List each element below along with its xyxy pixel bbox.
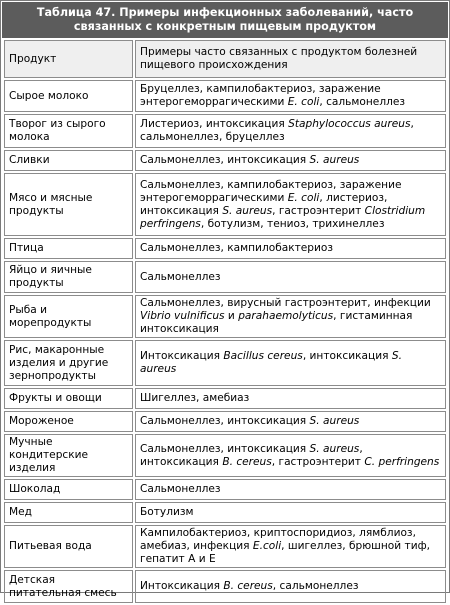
disease-text: Сальмонеллез, интоксикация bbox=[140, 154, 310, 166]
table-row bbox=[4, 340, 446, 386]
pathogen-name: E. coli bbox=[287, 96, 320, 108]
pathogen-name: Clostridium perfringens bbox=[140, 204, 426, 230]
header-diseases: Примеры часто связанных с продуктом болезней пищевого происхождения bbox=[135, 40, 446, 78]
pathogen-name: Bacillus cereus bbox=[223, 350, 303, 362]
product-cell: Питьевая вода bbox=[4, 525, 133, 568]
table-row bbox=[4, 150, 446, 171]
disease-text: , интоксикация bbox=[302, 350, 392, 362]
product-cell: Мучные кондитерские изделия bbox=[4, 434, 133, 477]
table-header-row bbox=[4, 40, 446, 78]
disease-text: Ботулизм bbox=[140, 506, 194, 518]
table-row bbox=[4, 411, 446, 432]
disease-text: Сальмонеллез bbox=[140, 270, 221, 283]
pathogen-name: B. cereus bbox=[222, 455, 272, 468]
diseases-cell bbox=[135, 525, 446, 568]
product-cell: Мороженое bbox=[4, 411, 133, 432]
diseases-cell bbox=[135, 150, 446, 171]
disease-text: , гастроэнтерит bbox=[271, 455, 365, 468]
table-row bbox=[4, 114, 446, 148]
pathogen-name: C. perfringens bbox=[364, 455, 440, 468]
product-cell: Шоколад bbox=[4, 479, 133, 500]
table-row bbox=[4, 479, 446, 500]
pathogen-name: Staphylococcus aureus bbox=[288, 118, 411, 130]
disease-text: Листериоз, интоксикация bbox=[140, 118, 289, 130]
disease-text: , интоксикация bbox=[140, 442, 363, 468]
disease-text: Сальмонеллез bbox=[140, 483, 221, 495]
product-cell: Фрукты и овощи bbox=[4, 388, 133, 409]
disease-text: , сальмонеллез, бруцеллез bbox=[140, 118, 414, 143]
disease-text: Сальмонеллез, кампилобактериоз, заражение энтерогеморрагическими bbox=[140, 178, 402, 204]
disease-text: , гистаминная интоксикация bbox=[140, 310, 413, 335]
disease-text: Сальмонеллез, интоксикация bbox=[140, 442, 310, 455]
diseases-cell bbox=[135, 80, 446, 112]
product-cell: Мясо и мясные продукты bbox=[4, 173, 133, 236]
header-product: Продукт bbox=[4, 40, 133, 78]
pathogen-name: E.coli bbox=[252, 540, 282, 552]
disease-text: Интоксикация bbox=[140, 580, 224, 592]
disease-text: и bbox=[224, 310, 239, 322]
table-row bbox=[4, 261, 446, 293]
product-cell: Рыба и морепродукты bbox=[4, 295, 133, 338]
disease-text: Бруцеллез, кампилобактериоз, заражение энтерогеморрагическими bbox=[140, 83, 381, 108]
product-cell: Творог из сырого молока bbox=[4, 114, 133, 148]
table-row bbox=[4, 295, 446, 338]
diseases-cell bbox=[135, 479, 446, 500]
diseases-cell bbox=[135, 502, 446, 523]
disease-text: , шигеллез, брюшной тиф, гепатит А и Е bbox=[140, 540, 431, 565]
pathogen-name: parahaemolyticus bbox=[238, 310, 334, 322]
diseases-cell bbox=[135, 114, 446, 148]
disease-text: , гастроэнтерит bbox=[272, 204, 365, 217]
pathogen-name: S. aureus bbox=[222, 204, 273, 217]
disease-text: Интоксикация bbox=[140, 350, 224, 362]
pathogen-name: Vibrio vulnificus bbox=[140, 310, 225, 322]
table-row bbox=[4, 80, 446, 112]
disease-table bbox=[2, 38, 448, 605]
disease-text: , сальмонеллез bbox=[272, 580, 359, 592]
pathogen-name: S. aureus bbox=[309, 154, 360, 166]
product-cell: Яйцо и яичные продукты bbox=[4, 261, 133, 293]
table-title: Таблица 47. Примеры инфекционных заболеваний, часто связанных с конкретным пищевым продуктом bbox=[2, 2, 448, 38]
disease-text: , сальмонеллез bbox=[319, 96, 406, 108]
disease-text: , листериоз, интоксикация bbox=[140, 191, 388, 217]
diseases-cell bbox=[135, 295, 446, 338]
product-cell: Детская питательная смесь bbox=[4, 570, 133, 603]
pathogen-name: S. aureus bbox=[309, 442, 360, 455]
diseases-cell bbox=[135, 238, 446, 259]
diseases-cell bbox=[135, 570, 446, 603]
table-row bbox=[4, 238, 446, 259]
pathogen-name: S. aureus bbox=[309, 415, 360, 427]
table-row bbox=[4, 570, 446, 603]
pathogen-name: E. coli bbox=[287, 191, 320, 204]
diseases-cell bbox=[135, 173, 446, 236]
product-cell: Сырое молоко bbox=[4, 80, 133, 112]
table-row bbox=[4, 502, 446, 523]
diseases-cell bbox=[135, 261, 446, 293]
table-row bbox=[4, 525, 446, 568]
disease-text: Сальмонеллез, вирусный гастроэнтерит, инфекции bbox=[140, 297, 431, 309]
disease-text: , ботулизм, тениоз, трихинеллез bbox=[200, 217, 385, 230]
product-cell: Мед bbox=[4, 502, 133, 523]
diseases-cell bbox=[135, 434, 446, 477]
table-row bbox=[4, 434, 446, 477]
pathogen-name: S. aureus bbox=[140, 350, 402, 375]
disease-text: Сальмонеллез, интоксикация bbox=[140, 415, 310, 427]
product-cell: Рис, макаронные изделия и другие зернопродукты bbox=[4, 340, 133, 386]
product-cell: Сливки bbox=[4, 150, 133, 171]
product-cell: Птица bbox=[4, 238, 133, 259]
disease-text: Шигеллез, амебиаз bbox=[140, 392, 250, 404]
diseases-cell bbox=[135, 411, 446, 432]
table-row bbox=[4, 173, 446, 236]
disease-text: Кампилобактериоз, криптоспоридиоз, лямблиоз, амебиаз, инфекция bbox=[140, 527, 416, 552]
disease-text: Сальмонеллез, кампилобактериоз bbox=[140, 242, 334, 254]
table-row bbox=[4, 388, 446, 409]
diseases-cell bbox=[135, 388, 446, 409]
diseases-cell bbox=[135, 340, 446, 386]
pathogen-name: B. cereus bbox=[223, 580, 273, 592]
